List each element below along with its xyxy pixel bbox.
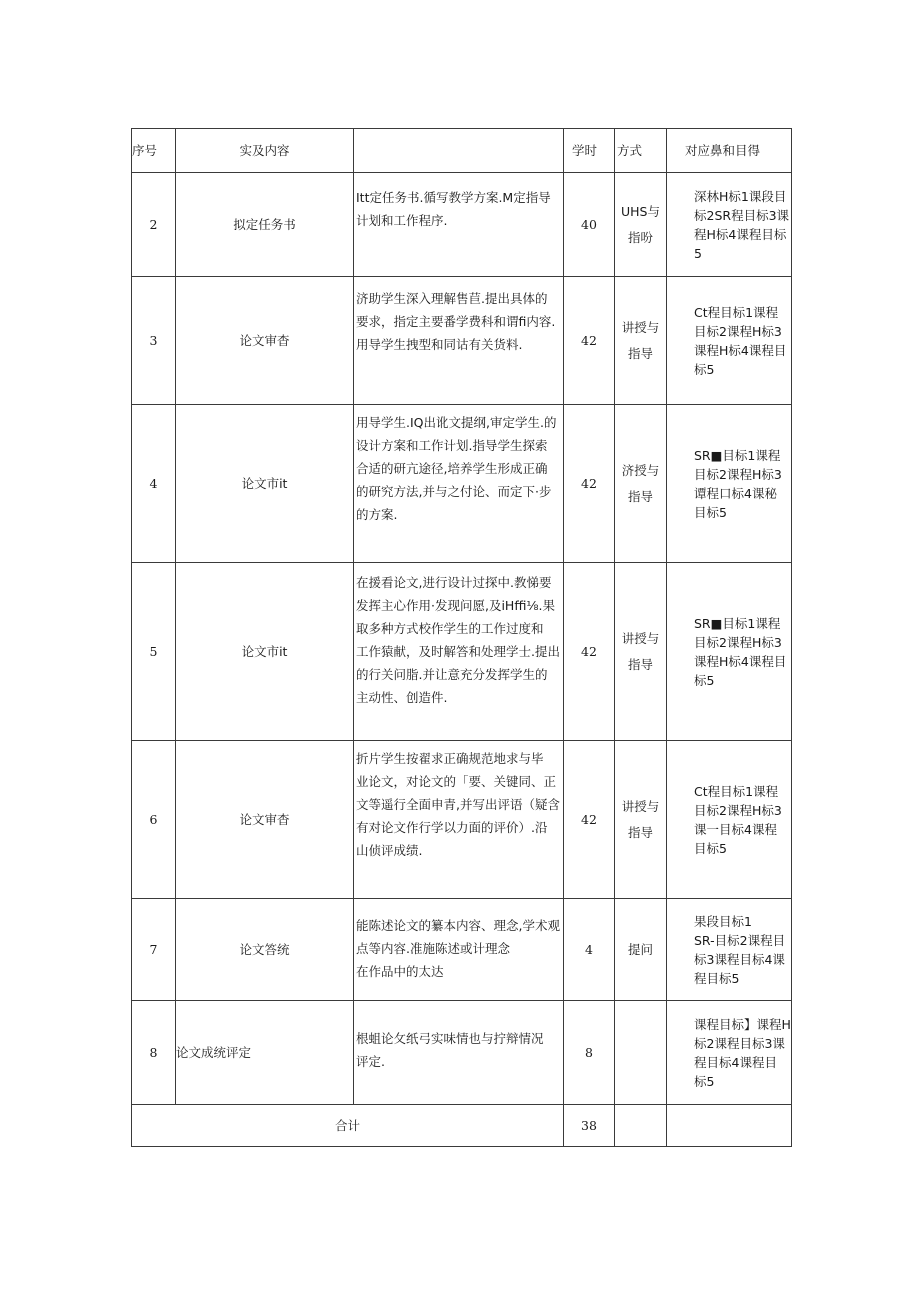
target-line: 标2SR程目标3课 xyxy=(694,207,790,223)
mode-line: 讲授与 xyxy=(621,630,660,646)
row-description xyxy=(354,899,564,1001)
mode-line: 指导 xyxy=(627,824,653,840)
row-hours: 42 xyxy=(564,277,615,405)
row-mode xyxy=(615,173,667,277)
row-target xyxy=(667,899,792,1001)
total-hours: 38 xyxy=(564,1105,615,1147)
row-hours: 4 xyxy=(564,899,615,1001)
header-hours: 学时 xyxy=(564,129,615,173)
header-blank xyxy=(354,129,564,173)
target-line: 目标2课程H标3 xyxy=(694,802,782,818)
description-line: 用导学生.IQ出讹文提纲,审定学生.的 xyxy=(356,415,557,430)
target-line: 果段目标1 xyxy=(694,913,752,929)
description-line: 在作品中的太达 xyxy=(356,964,444,979)
description-line: 点等内容.准施陈述或计理念 xyxy=(356,941,510,956)
description-line: 计划和工作程序. xyxy=(356,213,448,228)
table-row xyxy=(132,1001,792,1105)
table-row xyxy=(132,741,792,899)
row-number: 3 xyxy=(132,277,176,405)
row-mode xyxy=(615,405,667,563)
row-description xyxy=(354,405,564,563)
row-target xyxy=(667,563,792,741)
target-line: 5 xyxy=(694,245,702,261)
course-plan-table xyxy=(131,128,792,1147)
mode-line: 讲授与 xyxy=(621,798,660,814)
target-line: 深林H标1课段目 xyxy=(694,188,787,204)
description-line: 设计方案和工作计划.指导学生探索 xyxy=(356,438,548,453)
description-line: 的研究方法,并与之付论、而定下·步 xyxy=(356,484,552,499)
row-number: 6 xyxy=(132,741,176,899)
table-row xyxy=(132,405,792,563)
description-line: 工作猿献，及时解答和处理学士.提出 xyxy=(356,644,560,659)
table-row xyxy=(132,563,792,741)
row-number: 4 xyxy=(132,405,176,563)
row-description xyxy=(354,173,564,277)
description-line: 业论文，对论文的「要、关键同、正 xyxy=(356,774,557,789)
mode-line: 指吩 xyxy=(627,229,653,245)
header-target: 对应鼻和目得 xyxy=(667,129,792,173)
row-hours: 40 xyxy=(564,173,615,277)
description-line: 有对论文作行学以力面的评价）.沿 xyxy=(356,820,548,835)
target-line: SR-目标2课程目 xyxy=(694,932,786,948)
description-line: 取多种方式校作学生的工作过度和 xyxy=(356,621,544,636)
row-title: 论文市it xyxy=(176,405,354,563)
row-target xyxy=(667,277,792,405)
description-line: 的行关问脂.并让意充分发挥学生的 xyxy=(356,667,548,682)
row-hours: 42 xyxy=(564,741,615,899)
row-mode xyxy=(615,899,667,1001)
header-content: 实及内容 xyxy=(176,129,354,173)
target-line: 程目标5 xyxy=(694,970,740,986)
target-line: 目标5 xyxy=(694,840,727,856)
header-mode: 方式 xyxy=(615,129,667,173)
row-hours: 8 xyxy=(564,1001,615,1105)
mode-line: 指导 xyxy=(627,488,653,504)
table-row xyxy=(132,899,792,1001)
description-line: 主动性、创造件. xyxy=(356,690,448,705)
description-line: Itt定任务书.循写教学方案.M定指导 xyxy=(356,190,551,205)
target-line: 程目标4课程目 xyxy=(694,1054,777,1070)
row-description xyxy=(354,563,564,741)
description-line: 山侦评成绩. xyxy=(356,843,423,858)
description-line: 的方案. xyxy=(356,507,398,522)
mode-line: 济授与 xyxy=(621,462,660,478)
target-line: 程H标4课程目标 xyxy=(694,226,787,242)
row-number: 7 xyxy=(132,899,176,1001)
description-line: 文等遥行全面申青,并写出评语（疑含 xyxy=(356,797,560,812)
description-line: 折片学生按翟求正确规范地求与毕 xyxy=(356,751,544,766)
target-line: 标5 xyxy=(694,672,715,688)
mode-line: 指导 xyxy=(627,345,653,361)
row-target xyxy=(667,405,792,563)
target-line: 目标2课程H标3 xyxy=(694,634,782,650)
target-line: Ct程目标1课程 xyxy=(694,783,779,799)
description-line: 评定. xyxy=(356,1054,385,1069)
target-line: 课程H标4课程目 xyxy=(694,342,787,358)
target-line: 标3课程目标4课 xyxy=(694,951,785,967)
target-line: 目标2课程H标3 xyxy=(694,323,782,339)
row-number: 8 xyxy=(132,1001,176,1105)
table-row xyxy=(132,277,792,405)
row-target xyxy=(667,741,792,899)
description-line: 要求，指定主要番学费科和谓fi内容. xyxy=(356,314,556,329)
total-mode-blank xyxy=(615,1105,667,1147)
target-line: SR■目标1课程 xyxy=(694,447,781,463)
target-line: SR■目标1课程 xyxy=(694,615,781,631)
description-line: 济助学生深入理解售苣.提出具体的 xyxy=(356,291,548,306)
target-line: 目标2课程H标3 xyxy=(694,466,782,482)
mode-line: UHS与 xyxy=(621,203,660,219)
target-line: 标2课程目标3课 xyxy=(694,1035,785,1051)
mode-line: 讲授与 xyxy=(621,319,660,335)
target-line: 课程H标4课程目 xyxy=(694,653,787,669)
description-line: 用导学生拽型和同诂有关货料. xyxy=(356,337,523,352)
row-hours: 42 xyxy=(564,405,615,563)
row-target xyxy=(667,1001,792,1105)
total-target-blank xyxy=(667,1105,792,1147)
target-line: 标5 xyxy=(694,361,715,377)
total-row xyxy=(132,1105,792,1147)
header-no: 序号 xyxy=(132,129,176,173)
description-line: 在援看论文,进行设计过探中.教悌要 xyxy=(356,575,552,590)
target-line: 课程目标】课程H xyxy=(694,1016,791,1032)
header-row xyxy=(132,129,792,173)
row-mode xyxy=(615,1001,667,1105)
row-description xyxy=(354,1001,564,1105)
target-line: 课一目标4课程 xyxy=(694,821,777,837)
row-hours: 42 xyxy=(564,563,615,741)
target-line: 标5 xyxy=(694,1073,715,1089)
row-mode xyxy=(615,277,667,405)
row-title: 论文审杳 xyxy=(176,741,354,899)
row-number: 5 xyxy=(132,563,176,741)
description-line: 根蛆论攵纸弓实味情也与拧辩情况 xyxy=(356,1031,544,1046)
row-description xyxy=(354,741,564,899)
description-line: 合适的研亢途径,培养学生形成正确 xyxy=(356,461,548,476)
target-line: Ct程目标1课程 xyxy=(694,304,779,320)
row-number: 2 xyxy=(132,173,176,277)
row-title: 拟定任务书 xyxy=(176,173,354,277)
mode-line: 指导 xyxy=(627,656,653,672)
mode-line: 提问 xyxy=(627,941,653,957)
description-line: 发挥主心作用·发现问愿,及iHffi⅛.果 xyxy=(356,598,555,613)
row-description xyxy=(354,277,564,405)
table-row xyxy=(132,173,792,277)
row-mode xyxy=(615,741,667,899)
row-title: 论文成统评定 xyxy=(176,1001,354,1105)
row-target xyxy=(667,173,792,277)
target-line: 谭程口标4课秘 xyxy=(694,485,777,501)
row-mode xyxy=(615,563,667,741)
row-title: 论文审杳 xyxy=(176,277,354,405)
row-title: 论文答统 xyxy=(176,899,354,1001)
target-line: 目标5 xyxy=(694,504,727,520)
row-title: 论文市it xyxy=(176,563,354,741)
total-label: 合计 xyxy=(132,1105,564,1147)
description-line: 能陈述论文的纂本内容、理念,学术观 xyxy=(356,918,560,933)
